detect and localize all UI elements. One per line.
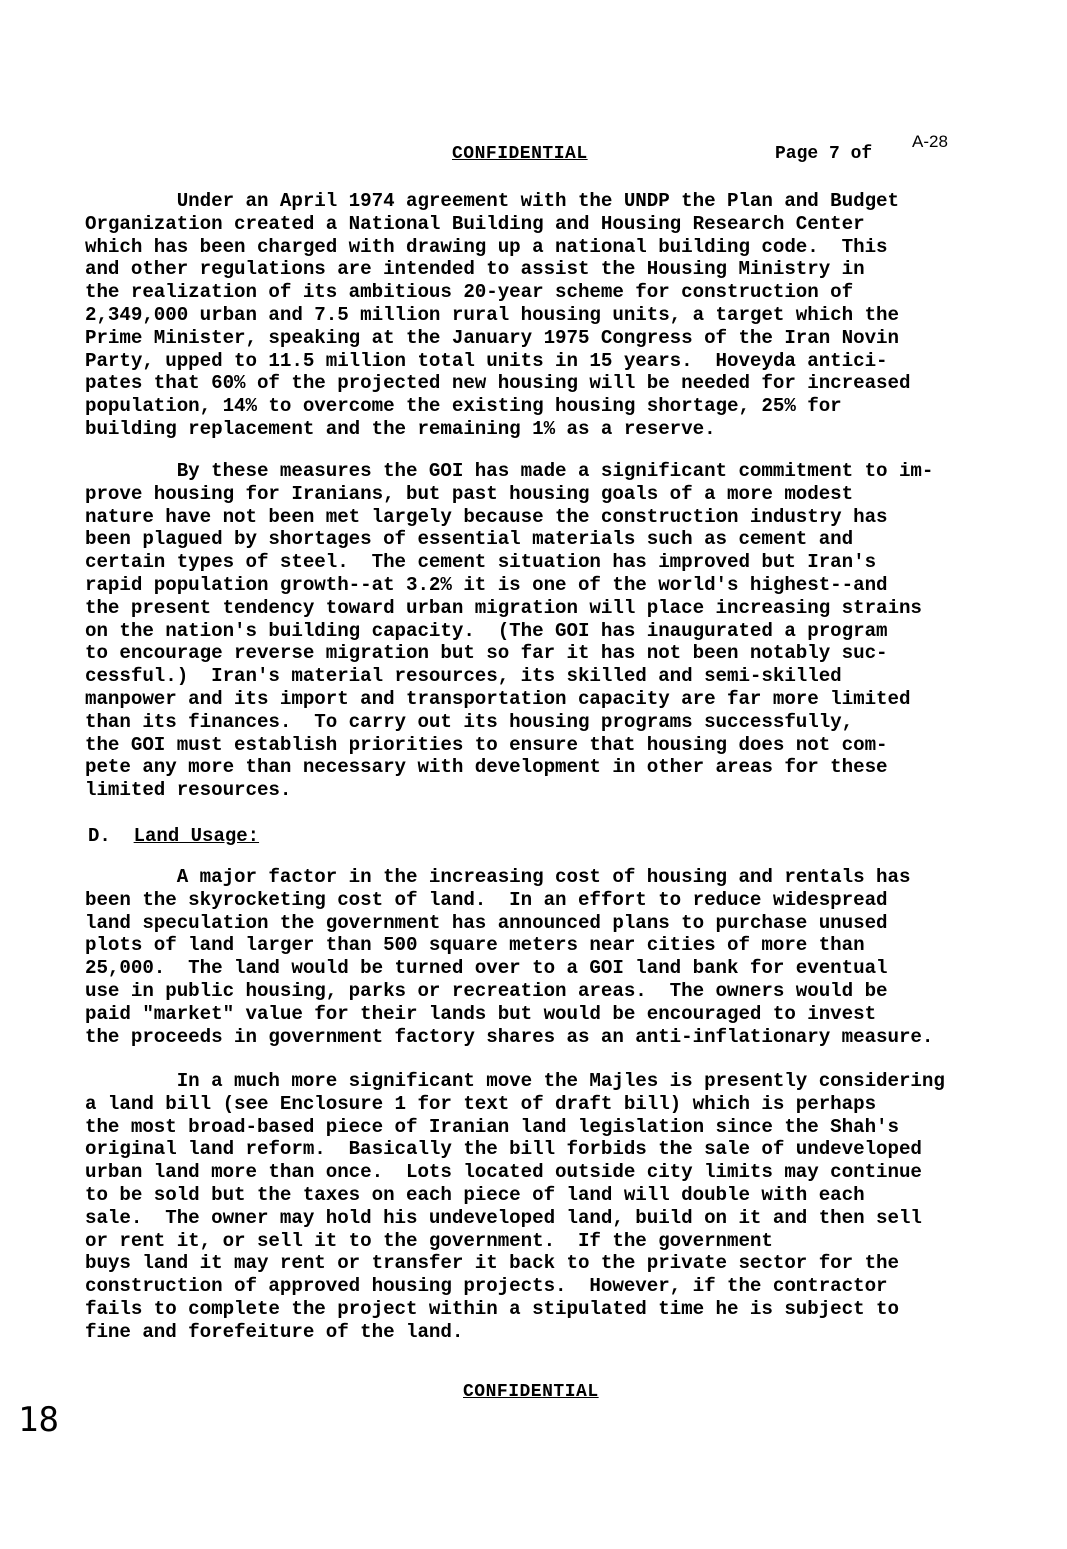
section-letter: D.	[88, 825, 111, 847]
paragraph-land-cost: A major factor in the increasing cost of housing and rentals has been the skyrocketing cost of land. In an effort to reduce widespread land speculation the government has announced plans to purchase unused plots of land larger than 500 square meters near cities of more than 25,000. The land would be turned over to a GOI land bank for eventual use in public housing, parks or recreation areas. The owners would be paid "market" value for their lands but would be encouraged to invest the proceeds in government factory shares as an anti-inflationary measure.	[85, 866, 934, 1048]
page-number: 18	[18, 1400, 59, 1440]
paragraph-land-bill: In a much more significant move the Majles is presently considering a land bill (see Enclosure 1 for text of draft bill) which is perhaps the most broad-based piece of Iranian land legislation since the Shah's original land reform. Basically the bill forbids the sale of undeveloped urban land more than once. Lots located outside city limits may continue to be sold but the taxes on each piece of land will double with each sale. The owner may hold his undeveloped land, build on it and then sell or rent it, or sell it to the government. If the government buys land it may rent or transfer it back to the private sector for the construction of approved housing projects. However, if the contractor fails to complete the project within a stipulated time he is subject to fine and forefeiture of the land.	[85, 1070, 945, 1343]
annex-reference: A-28	[912, 132, 948, 151]
page-reference: Page 7 of	[775, 144, 873, 164]
section-heading	[88, 825, 259, 847]
section-title: Land Usage:	[133, 825, 260, 847]
paragraph-goi-housing-commitment: By these measures the GOI has made a significant commitment to im- prove housing for Iranians, but past housing goals of a more modest nature have not been met largely because the construction industry has been plagued by shortages of essential materials such as cement and certain types of steel. The cement situation has improved but Iran's rapid population growth--at 3.2% it is one of the world's highest--and the present tendency toward urban migration will place increasing strains on the nation's building capacity. (The GOI has inaugurated a program to encourage reverse migration but so far it has not been notably suc- cessful.) Iran's material resources, its skilled and semi-skilled manpower and its import and transportation capacity are far more limited than its finances. To carry out its housing programs successfully, the GOI must establish priorities to ensure that housing does not com- pete any more than necessary with development in other areas for these limited resources.	[85, 460, 934, 802]
paragraph-undp-agreement: Under an April 1974 agreement with the UNDP the Plan and Budget Organization created a National Building and Housing Research Center which has been charged with drawing up a national building code. This and other regulations are intended to assist the Housing Ministry in the realization of its ambitious 20-year scheme for construction of 2,349,000 urban and 7.5 million rural housing units, a target which the Prime Minister, speaking at the January 1975 Congress of the Iran Novin Party, upped to 11.5 million total units in 15 years. Hoveyda antici- pates that 60% of the projected new housing will be needed for increased population, 14% to overcome the existing housing shortage, 25% for building replacement and the remaining 1% as a reserve.	[85, 190, 911, 440]
footer-classification-marking: CONFIDENTIAL	[463, 1382, 599, 1402]
header-classification-marking: CONFIDENTIAL	[452, 144, 588, 164]
